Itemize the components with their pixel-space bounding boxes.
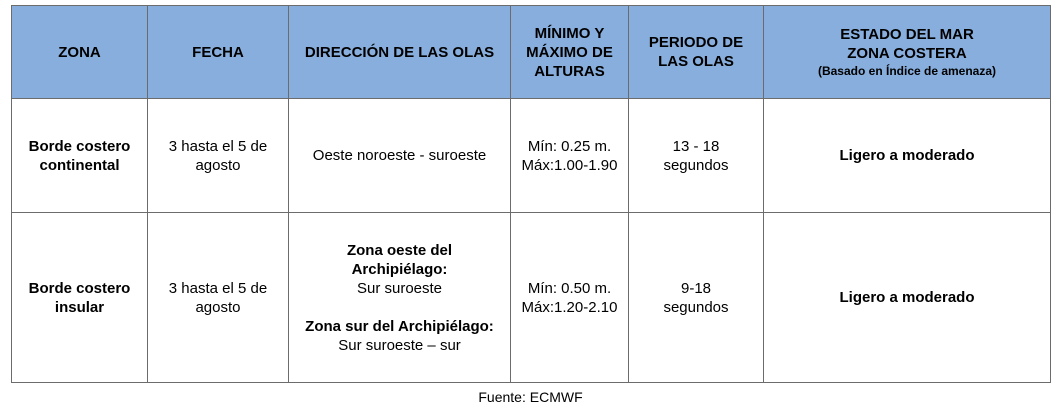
header-zona: ZONA [12,6,148,99]
fecha-line: agosto [195,156,241,174]
header-alturas-line: ALTURAS [534,62,605,80]
cell-zona [12,213,148,383]
header-estado [764,6,1051,99]
direccion-zone-title: Zona oeste del [346,241,453,259]
direccion-zone-title: Archipiélago: [351,260,448,278]
header-alturas-line: MÁXIMO DE [526,43,613,61]
periodo-unit: segundos [663,298,729,316]
cell-periodo [629,213,764,383]
header-alturas-line: MÍNIMO Y [534,24,605,42]
forecast-table-container [11,5,1051,383]
header-row [12,6,1051,99]
cell-direccion: Oeste noroeste - suroeste [289,99,511,213]
header-periodo [629,6,764,99]
cell-periodo [629,99,764,213]
altura-min: Mín: 0.25 m. [527,137,612,155]
header-direccion: DIRECCIÓN DE LAS OLAS [289,6,511,99]
header-alturas [511,6,629,99]
altura-max: Máx:1.00-1.90 [521,156,618,174]
header-estado-line: ZONA COSTERA [847,45,967,62]
cell-fecha [148,99,289,213]
table-row [12,99,1051,213]
cell-direccion [289,213,511,383]
fecha-line: agosto [195,298,241,316]
altura-min: Mín: 0.50 m. [527,279,612,297]
zona-line: Borde costero [28,137,131,155]
zona-line: insular [54,298,105,316]
header-periodo-line: LAS OLAS [658,53,734,70]
cell-estado: Ligero a moderado [764,99,1051,213]
fecha-line: 3 hasta el 5 de [168,279,268,297]
cell-alturas [511,99,629,213]
cell-zona [12,99,148,213]
header-periodo-line: PERIODO DE [648,34,744,51]
periodo-range: 9-18 [680,279,712,297]
zona-line: Borde costero [28,279,131,297]
direccion-spacer [293,298,506,317]
direccion-zone-value: Sur suroeste – sur [338,336,461,354]
source-caption: Fuente: ECMWF [478,389,583,405]
header-fecha: FECHA [148,6,289,99]
header-estado-subtitle: (Basado en Índice de amenaza) [817,64,997,78]
table-row [12,213,1051,383]
header-estado-line: ESTADO DEL MAR [840,26,974,43]
direccion-zone-value: Sur suroeste [356,279,443,297]
cell-alturas [511,213,629,383]
periodo-range: 13 - 18 [672,137,720,155]
cell-estado: Ligero a moderado [764,213,1051,383]
wave-forecast-table [11,5,1051,383]
periodo-unit: segundos [663,156,729,174]
altura-max: Máx:1.20-2.10 [521,298,618,316]
cell-fecha [148,213,289,383]
fecha-line: 3 hasta el 5 de [168,137,268,155]
zona-line: continental [39,156,120,174]
direccion-zone-title: Zona sur del Archipiélago: [305,317,494,335]
